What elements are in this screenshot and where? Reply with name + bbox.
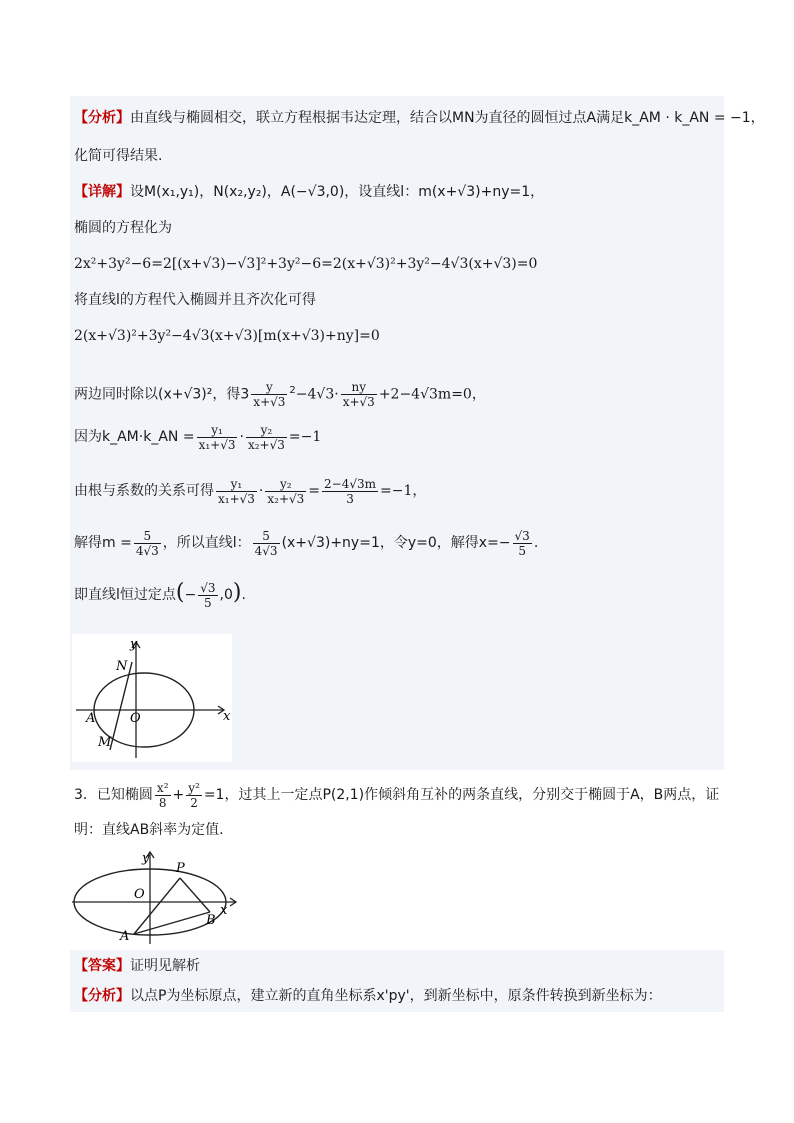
fraction-m-value: $\frac{5}{4√3}$: [135, 528, 159, 558]
analysis-text-1: 由直线与椭圆相交，联立方程根据韦达定理，结合以MN为直径的圆恒过点A满足k_AM · k_AN = −1，: [130, 110, 765, 126]
fig2-b-label: B: [206, 913, 216, 928]
fraction-l-coef: $\frac{5}{4√3}$: [254, 528, 278, 558]
equation-1: [74, 254, 537, 274]
analysis-2-tag: 【分析】: [74, 988, 130, 1004]
detail-text-8a: 即直线l恒过定点: [74, 587, 176, 603]
detail-text-7a: 解得m =: [74, 535, 132, 551]
detail-line-5: 因为k_AM·k_AN = $\frac{\text{y₁}}{\text{x₁+√3}}$ · $\frac{\text{y₂}}{\text{x₂+√3}}$ =−1: [74, 422, 322, 452]
detail-line-6: 由根与系数的关系可得 $\frac{\text{y₁}}{\text{x₁+√3}}$ · $\frac{\text{y₂}}{\text{x₂+√3}}$ = $\frac{2-4√3m}{3}$ =−1，: [74, 476, 427, 506]
fraction-fixed-point: $\frac{√3}{5}$: [200, 580, 216, 610]
fig1-a-label: A: [86, 711, 96, 726]
analysis-tag: 【分析】: [74, 110, 130, 126]
analysis-line-1: [74, 108, 765, 128]
detail-text-2: 椭圆的方程化为: [74, 220, 172, 236]
fig1-x-label: x: [223, 709, 231, 724]
fig1-n-label: N: [116, 659, 128, 674]
fraction-y2-2: $\frac{\text{y²}}{2}$: [188, 780, 200, 810]
fig2-origin-label: O: [134, 887, 145, 902]
fig2-x-label: x: [220, 903, 228, 918]
equation-2: [74, 326, 380, 346]
equation-2-text: 2(x+√3)²+3y²−4√3(x+√3)[m(x+√3)+ny]=0: [74, 328, 380, 344]
problem-3-text-2: 明：直线AB斜率为定值.: [74, 822, 224, 838]
fraction-y1: $\frac{\text{y₁}}{\text{x₁+√3}}$: [198, 422, 236, 452]
fraction-ny-over: $\frac{ny}{x+√3}$: [342, 380, 375, 410]
detail-text-4b: −4√3·: [295, 386, 339, 403]
problem-3-line-2: [74, 820, 224, 840]
analysis-2-line: [74, 986, 662, 1006]
detail-text-4c: +2−4√3m=0，: [378, 386, 486, 403]
fraction-result: $\frac{2-4√3m}{3}$: [324, 476, 377, 506]
problem-3-line-1: 3．已知椭圆 $\frac{\text{x²}}{8}$ + $\frac{\text{y²}}{2}$ =1，过其上一定点P(2,1)作倾斜角互补的两条直线，分别交于椭圆于A，B两点，证: [74, 780, 720, 810]
problem-3-text-1a: 3．已知椭圆: [74, 787, 153, 803]
detail-tag: 【详解】: [74, 184, 130, 200]
detail-text-6b: =−1，: [380, 483, 427, 499]
equation-1-text: 2x²+3y²−6=2[(x+√3)−√3]²+3y²−6=2(x+√3)²+3y²−4√3(x+√3)=0: [74, 256, 538, 272]
detail-line-3: [74, 290, 316, 310]
detail-text-1: 设M(x₁,y₁)，N(x₂,y₂)，A(−√3,0)，设直线l：m(x+√3)+ny=1，: [130, 184, 545, 200]
detail-line-2: [74, 218, 172, 238]
detail-text-5b: =−1: [288, 429, 322, 445]
detail-text-3: 将直线l的方程代入椭圆并且齐次化可得: [74, 292, 316, 308]
fraction-y2-b: $\frac{\text{y₂}}{\text{x₂+√3}}$: [267, 476, 305, 506]
detail-text-8b: .: [241, 587, 246, 603]
detail-line-7: 解得m = $\frac{5}{4√3}$ ，所以直线l： $\frac{5}{4√3}$ (x+√3)+ny=1，令y=0，解得x=− $\frac{√3}{5}$ .: [74, 528, 539, 558]
detail-line-1: [74, 182, 544, 202]
figure-ellipse-pab: [70, 848, 246, 948]
problem-3-text-1b: =1，过其上一定点P(2,1)作倾斜角互补的两条直线，分别交于椭圆于A，B两点，证: [203, 787, 720, 803]
detail-text-7c: (x+√3)+ny=1，令y=0，解得x=−: [281, 535, 511, 551]
detail-line-4: 两边同时除以(x+√3)²，得3 $\frac{y}{x+√3}$ $^2$−4√3· $\frac{ny}{x+√3}$ +2−4√3m=0，: [74, 380, 486, 410]
fraction-x2-8: $\frac{\text{x²}}{8}$: [156, 780, 169, 810]
fig1-m-label: M: [98, 735, 112, 750]
answer-text: 证明见解析: [130, 958, 200, 974]
fig2-y-label: y: [142, 851, 150, 866]
detail-text-5a: 因为k_AM·k_AN =: [74, 429, 195, 445]
analysis-line-2: [74, 146, 162, 166]
detail-text-6a: 由根与系数的关系可得: [74, 483, 214, 499]
detail-text-4a: 两边同时除以(x+√3)²，得3: [74, 386, 250, 403]
fraction-y1-b: $\frac{\text{y₁}}{\text{x₁+√3}}$: [218, 476, 255, 506]
fraction-y-over: $\frac{y}{x+√3}$: [253, 380, 286, 410]
answer-line: [74, 956, 200, 976]
detail-text-7b: ，所以直线l：: [162, 535, 251, 551]
analysis-text-2: 化简可得结果.: [74, 148, 163, 164]
figure-ellipse-mn: [72, 634, 232, 762]
analysis-2-text: 以点P为坐标原点，建立新的直角坐标系x'py'，到新坐标中，原条件转换到新坐标为：: [130, 988, 662, 1004]
fraction-x-value: $\frac{√3}{5}$: [514, 528, 530, 558]
fig2-a-label: A: [120, 929, 130, 944]
fraction-y2: $\frac{\text{y₂}}{\text{x₂+√3}}$: [247, 422, 285, 452]
answer-tag: 【答案】: [74, 958, 130, 974]
fig1-origin-label: O: [130, 711, 141, 726]
fig2-p-label: P: [176, 861, 185, 876]
fig1-y-label: y: [130, 637, 138, 652]
detail-line-8: 即直线l恒过定点(− $\frac{√3}{5}$ ,0).: [74, 580, 246, 610]
